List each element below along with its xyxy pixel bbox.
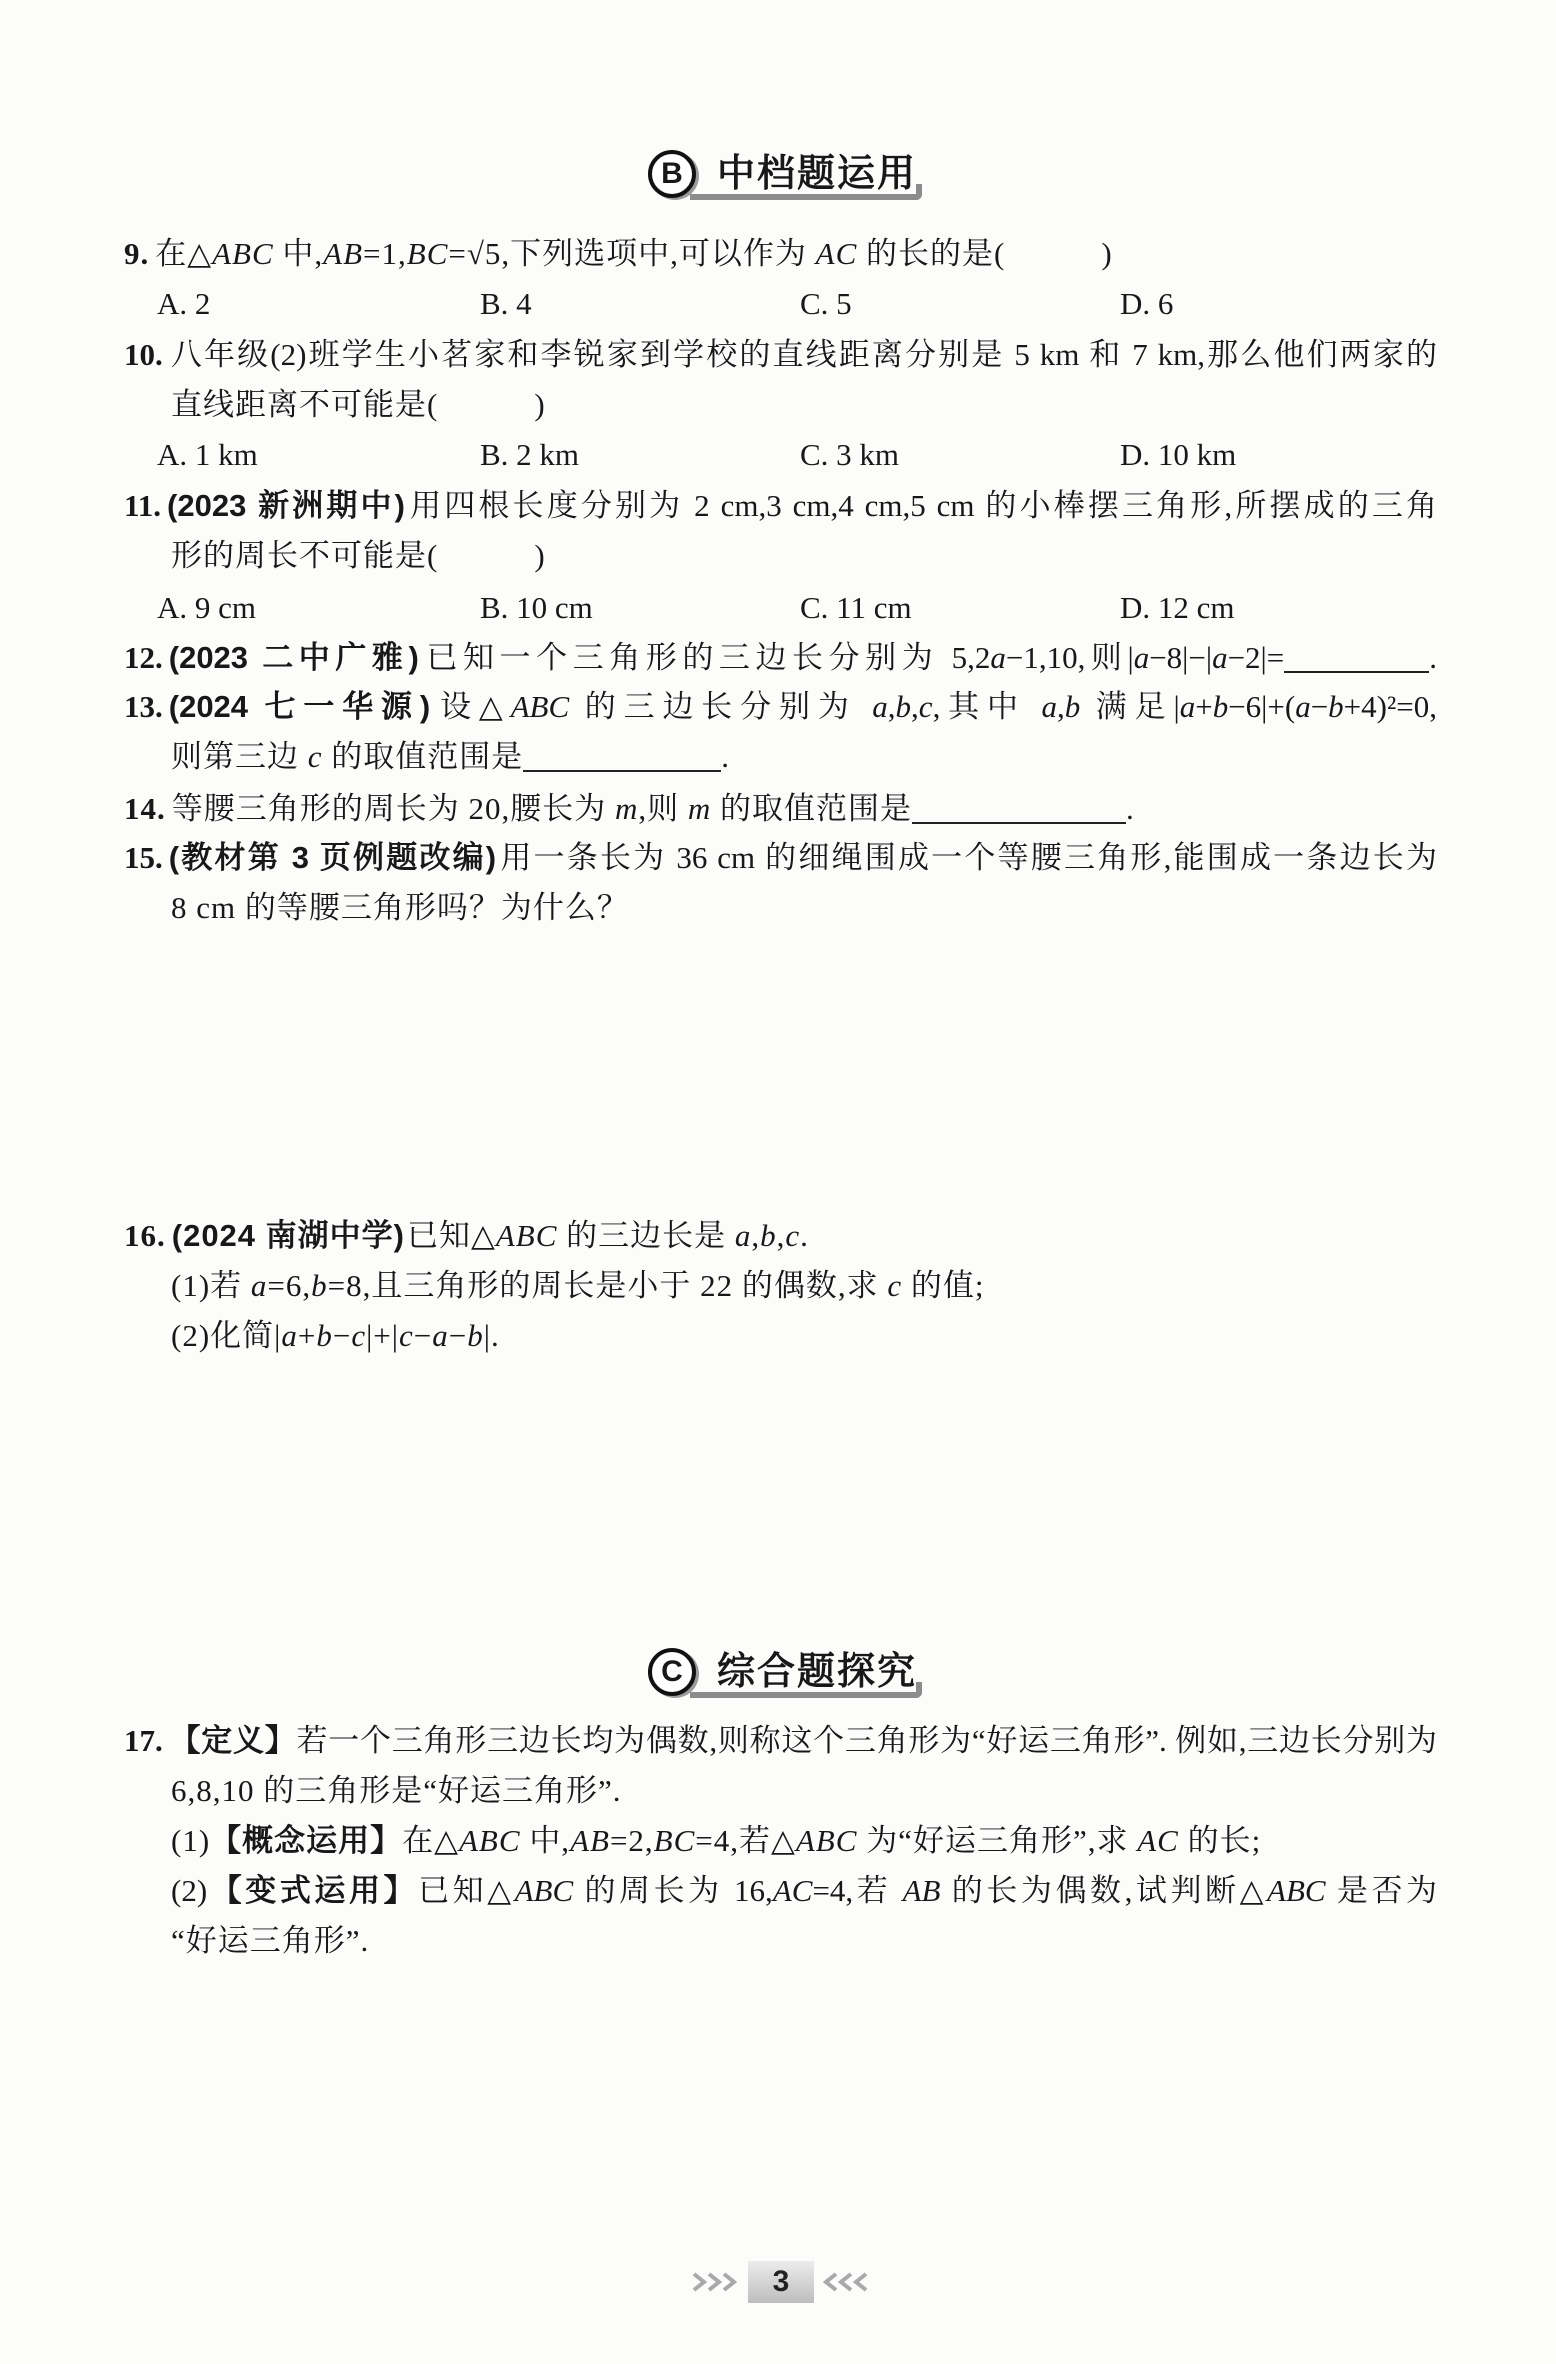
page-number: 3 bbox=[748, 2261, 814, 2303]
math-variable: b bbox=[316, 1318, 333, 1353]
q15-line-2 bbox=[171, 888, 1437, 928]
sub-question-text: (2)化简|a+b−c|+|c−a−b|. bbox=[171, 1318, 500, 1353]
question-source: (2024 南湖中学) bbox=[171, 1218, 405, 1253]
q17-line-2 bbox=[171, 1771, 1437, 1811]
sub-question-tag: 【变式运用】 bbox=[207, 1873, 419, 1908]
question-text: 在△ABC 中,AB=1,BC=√5,下列选项中,可以作为 AC 的长的是( ) bbox=[155, 236, 1113, 271]
sub-question-text: (1)若 a=6,b=8,且三角形的周长是小于 22 的偶数,求 c 的值; bbox=[171, 1268, 985, 1303]
question-text: 用四根长度分别为 2 cm,3 cm,4 cm,5 cm 的小棒摆三角形,所摆成的三角 bbox=[406, 488, 1437, 523]
math-variable: a bbox=[1295, 689, 1311, 724]
chevron-stroke bbox=[841, 2274, 851, 2290]
section-b-title: 中档题运用 bbox=[717, 153, 918, 195]
math-variable: AB bbox=[323, 236, 364, 271]
math-variable: AC bbox=[772, 1873, 813, 1908]
option-a: A. 1 km bbox=[157, 437, 258, 472]
answer-blank bbox=[912, 796, 1126, 824]
math-variable: b bbox=[467, 1318, 484, 1353]
question-text: 用一条长为 36 cm 的细绳围成一个等腰三角形,能围成一条边长为 bbox=[498, 840, 1437, 875]
question-text: 等腰三角形的周长为 20,腰长为 m,则 m 的取值范围是 bbox=[171, 791, 913, 826]
sentence-end: . bbox=[1429, 640, 1437, 675]
math-variable: ABC bbox=[212, 236, 274, 271]
q17-part-1 bbox=[171, 1821, 1437, 1861]
math-variable: b bbox=[1328, 689, 1344, 724]
chevrons-left-icon bbox=[822, 2270, 872, 2294]
q9-line bbox=[124, 234, 1437, 274]
q16-line bbox=[124, 1216, 1437, 1256]
question-source: (2024 七一华源) bbox=[168, 689, 431, 724]
math-variable: m bbox=[615, 791, 639, 826]
math-variable: a bbox=[1041, 689, 1057, 724]
math-variable: ABC bbox=[495, 1218, 558, 1253]
chevron-stroke bbox=[709, 2274, 719, 2290]
q16-part-2 bbox=[171, 1316, 1437, 1356]
option-b: B. 10 cm bbox=[480, 590, 593, 625]
math-variable: a bbox=[432, 1318, 449, 1353]
option-b: B. 2 km bbox=[480, 437, 580, 472]
math-variable: ABC bbox=[459, 1823, 521, 1858]
q13-line-2 bbox=[171, 737, 1437, 777]
sub-question-text: 已知△ABC 的周长为 16,AC=4,若 AB 的长为偶数,试判断△ABC 是否为 bbox=[418, 1873, 1437, 1908]
section-c-title: 综合题探究 bbox=[717, 1651, 918, 1693]
q9-options bbox=[0, 284, 1556, 324]
math-variable: a bbox=[990, 640, 1006, 675]
option-c: C. 5 bbox=[800, 286, 852, 321]
question-number: 9. bbox=[124, 236, 150, 271]
question-source: (教材第 3 页例题改编) bbox=[168, 840, 497, 875]
math-variable: ABC bbox=[1267, 1873, 1326, 1908]
chevron-stroke bbox=[856, 2274, 866, 2290]
q10-line-1 bbox=[124, 335, 1437, 375]
question-number: 16. bbox=[124, 1218, 166, 1253]
q10-line-2 bbox=[171, 385, 1437, 425]
question-tag: 【定义】 bbox=[168, 1723, 297, 1758]
question-text: 已知一个三角形的三边长分别为 5,2a−1,10,则|a−8|−|a−2|= bbox=[420, 640, 1285, 675]
math-variable: b bbox=[895, 689, 912, 724]
option-d: D. 6 bbox=[1120, 286, 1174, 321]
math-variable: BC bbox=[653, 1823, 696, 1858]
q13-line-1 bbox=[124, 687, 1437, 727]
math-variable: a bbox=[1133, 640, 1150, 675]
math-variable: c bbox=[351, 1318, 367, 1353]
question-number: 11. bbox=[124, 488, 162, 523]
question-number: 10. bbox=[124, 337, 163, 372]
question-number: 15. bbox=[124, 840, 163, 875]
sentence-end: . bbox=[721, 739, 731, 774]
math-variable: b bbox=[760, 1218, 777, 1253]
section-c-badge: C bbox=[648, 1648, 696, 1696]
question-text: 若一个三角形三边长均为偶数,则称这个三角形为“好运三角形”. 例如,三边长分别为 bbox=[296, 1723, 1437, 1758]
option-c: C. 11 cm bbox=[800, 590, 912, 625]
q17-part-2-line-2 bbox=[171, 1921, 1437, 1961]
question-source: (2023 新洲期中) bbox=[167, 488, 405, 523]
section-b-badge: B bbox=[648, 150, 696, 198]
math-variable: a bbox=[872, 689, 888, 724]
math-variable: a bbox=[250, 1268, 268, 1303]
math-variable: a bbox=[1179, 689, 1196, 724]
math-variable: b bbox=[1064, 689, 1081, 724]
question-number: 17. bbox=[124, 1723, 163, 1758]
q12-line bbox=[124, 638, 1437, 678]
option-c: C. 3 km bbox=[800, 437, 900, 472]
q14-line bbox=[124, 789, 1437, 829]
math-variable: b bbox=[1212, 689, 1229, 724]
math-variable: AB bbox=[902, 1873, 941, 1908]
q11-line-1 bbox=[124, 486, 1437, 526]
question-text: 则第三边 c 的取值范围是 bbox=[171, 739, 524, 774]
question-source: (2023 二中广雅) bbox=[168, 640, 419, 675]
math-variable: c bbox=[918, 689, 933, 724]
math-variable: c bbox=[887, 1268, 903, 1303]
option-d: D. 12 cm bbox=[1120, 590, 1235, 625]
q11-options bbox=[0, 588, 1556, 628]
chevron-stroke bbox=[826, 2274, 836, 2290]
question-number: 14. bbox=[124, 791, 166, 826]
question-text: 直线距离不可能是( ) bbox=[171, 387, 546, 422]
option-a: A. 2 bbox=[157, 286, 211, 321]
math-variable: ABC bbox=[510, 689, 570, 724]
option-b: B. 4 bbox=[480, 286, 532, 321]
math-variable: a bbox=[1212, 640, 1228, 675]
sub-question-text: 在△ABC 中,AB=2,BC=4,若△ABC 为“好运三角形”,求 AC 的长; bbox=[402, 1823, 1262, 1858]
math-variable: AC bbox=[815, 236, 858, 271]
sub-question-tag: 【概念运用】 bbox=[210, 1823, 403, 1858]
answer-blank bbox=[1284, 645, 1429, 673]
math-variable: c bbox=[399, 1318, 414, 1353]
chevron-stroke bbox=[694, 2274, 704, 2290]
math-variable: ABC bbox=[514, 1873, 574, 1908]
option-d: D. 10 km bbox=[1120, 437, 1237, 472]
question-text: 6,8,10 的三角形是“好运三角形”. bbox=[171, 1773, 622, 1808]
q17-line-1 bbox=[124, 1721, 1437, 1761]
math-variable: a bbox=[734, 1218, 752, 1253]
math-variable: c bbox=[307, 739, 323, 774]
q15-line-1 bbox=[124, 838, 1437, 878]
sub-question-text: “好运三角形”. bbox=[171, 1923, 370, 1958]
question-text: 设△ABC 的三边长分别为 a,b,c,其中 a,b 满足|a+b−6|+(a−b+4)²=0, bbox=[432, 689, 1437, 724]
answer-blank bbox=[523, 744, 721, 772]
math-variable: BC bbox=[406, 236, 449, 271]
q16-part-1 bbox=[171, 1266, 1437, 1306]
chevron-stroke bbox=[724, 2274, 734, 2290]
sub-question-label: (1) bbox=[171, 1823, 211, 1858]
question-text: 已知△ABC 的三边长是 a,b,c. bbox=[406, 1218, 809, 1253]
question-text: 八年级(2)班学生小茗家和李锐家到学校的直线距离分别是 5 km 和 7 km,那么他们两家的 bbox=[168, 337, 1437, 372]
sub-question-label: (2) bbox=[171, 1873, 208, 1908]
math-variable: m bbox=[687, 791, 712, 826]
question-text: 形的周长不可能是( ) bbox=[171, 538, 546, 573]
math-variable: ABC bbox=[795, 1823, 858, 1858]
question-number: 13. bbox=[124, 689, 163, 724]
math-variable: a bbox=[281, 1318, 298, 1353]
math-variable: c bbox=[785, 1218, 801, 1253]
sentence-end: . bbox=[1126, 791, 1135, 826]
math-variable: AB bbox=[570, 1823, 610, 1858]
math-variable: b bbox=[311, 1268, 328, 1303]
question-number: 12. bbox=[124, 640, 163, 675]
q11-line-2 bbox=[171, 536, 1437, 576]
q17-part-2-line-1 bbox=[171, 1871, 1437, 1911]
chevrons-right-icon bbox=[690, 2270, 740, 2294]
q10-options bbox=[0, 435, 1556, 475]
option-a: A. 9 cm bbox=[157, 590, 257, 625]
question-text: 8 cm 的等腰三角形吗？为什么？ bbox=[171, 890, 629, 925]
math-variable: AC bbox=[1137, 1823, 1179, 1858]
